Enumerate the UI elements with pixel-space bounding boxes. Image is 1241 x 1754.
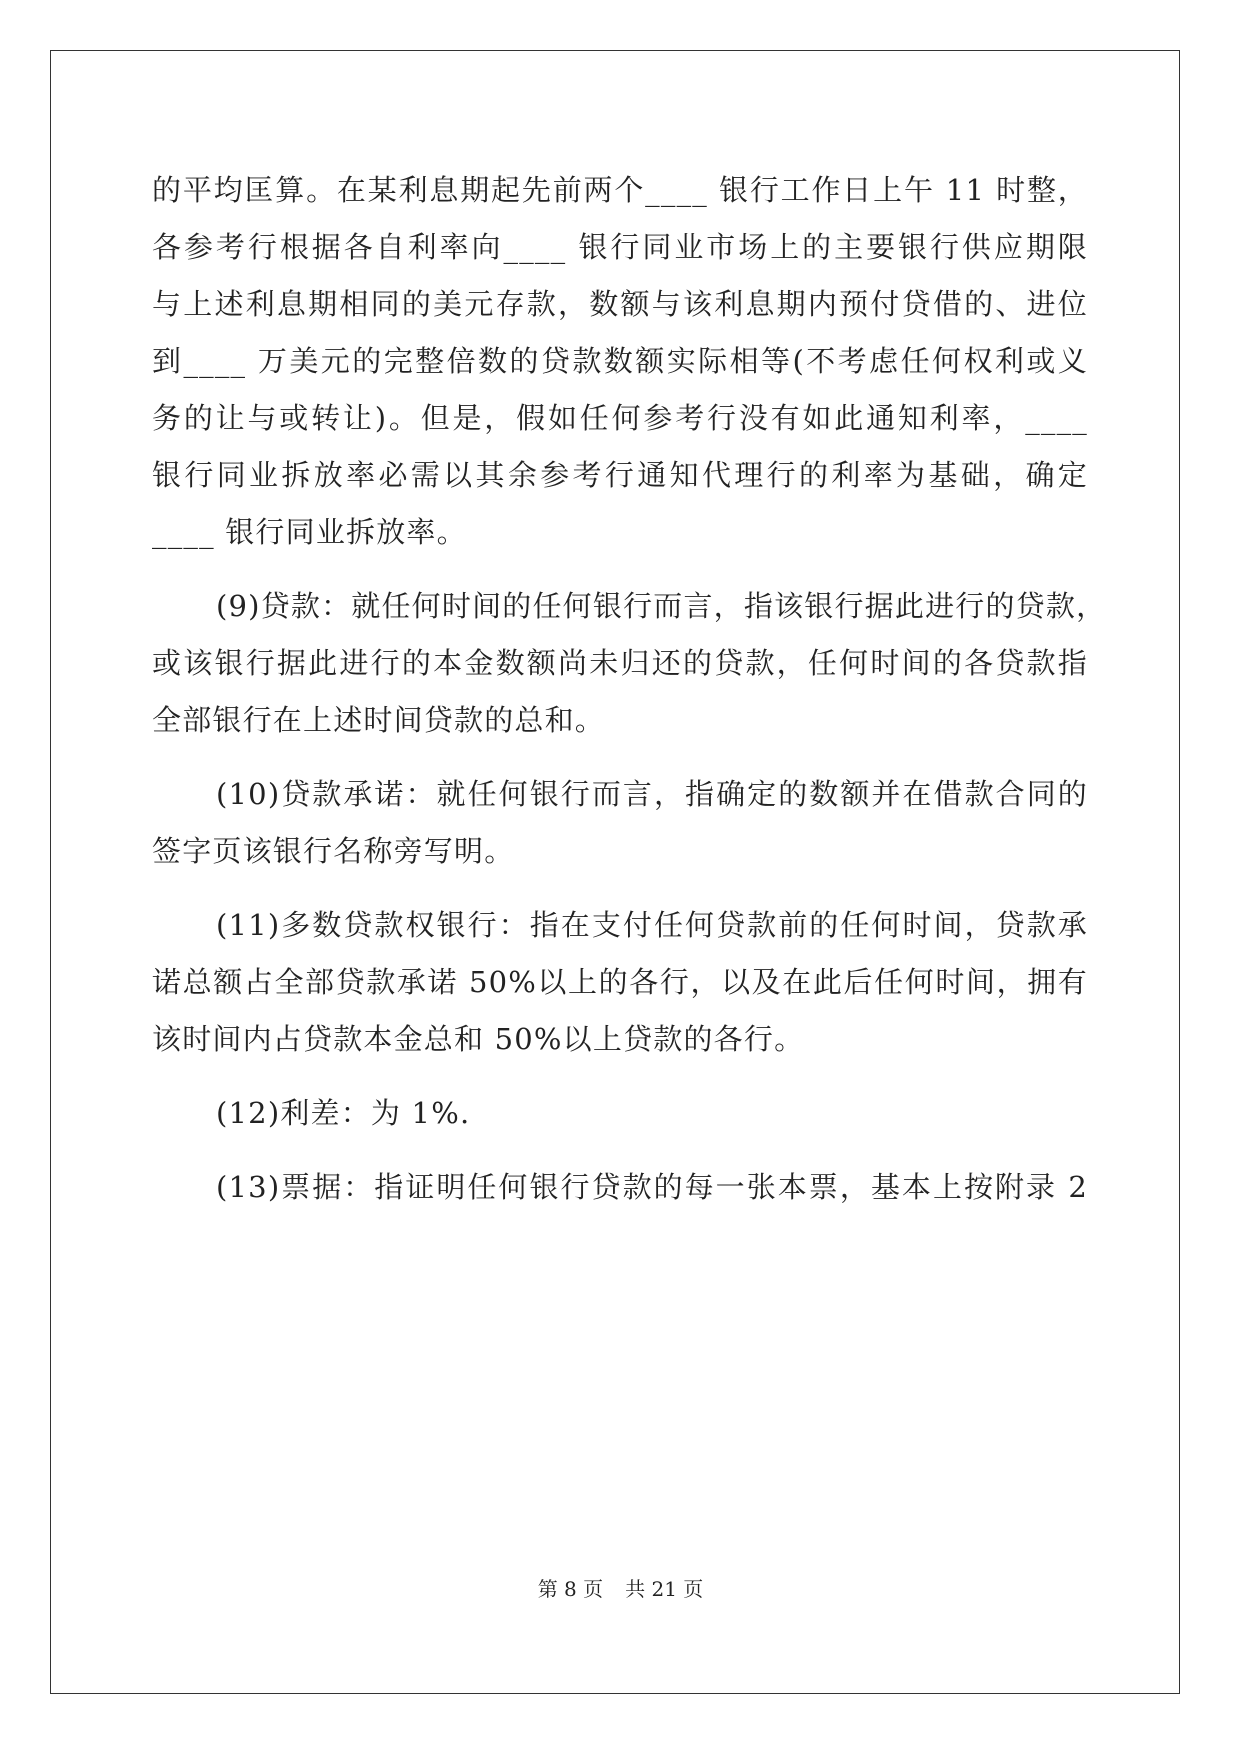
text-line: 诺总额占全部贷款承诺 50%以上的各行，以及在此后任何时间，拥有 <box>152 965 1088 999</box>
paragraph-start-line: (11)多数贷款权银行：指在支付任何贷款前的任何时间，贷款承 <box>216 908 1088 942</box>
page-total: 共 21 页 <box>625 1577 704 1601</box>
text-line: ____ 银行同业拆放率。 <box>152 515 467 549</box>
text-line: 务的让与或转让)。但是，假如任何参考行没有如此通知利率，____ <box>152 401 1088 435</box>
text-line: 银行同业拆放率必需以其余参考行通知代理行的利率为基础，确定 <box>152 458 1088 492</box>
text-line: 的平均匡算。在某利息期起先前两个____ 银行工作日上午 11 时整， <box>152 173 1088 207</box>
text-line: 或该银行据此进行的本金数额尚未归还的贷款，任何时间的各贷款指 <box>152 646 1088 680</box>
text-line: 签字页该银行名称旁写明。 <box>152 834 515 868</box>
text-line: 各参考行根据各自利率向____ 银行同业市场上的主要银行供应期限 <box>152 230 1088 264</box>
paragraph-start-line: (10)贷款承诺：就任何银行而言，指确定的数额并在借款合同的 <box>216 777 1088 811</box>
text-line: 全部银行在上述时间贷款的总和。 <box>152 703 606 737</box>
text-line: 到____ 万美元的完整倍数的贷款数额实际相等(不考虑任何权利或义 <box>152 344 1088 378</box>
paragraph-start-line: (13)票据：指证明任何银行贷款的每一张本票，基本上按附录 2 <box>216 1170 1088 1204</box>
paragraph-start-line: (9)贷款：就任何时间的任何银行而言，指该银行据此进行的贷款， <box>216 589 1107 623</box>
paragraph-start-line: (12)利差：为 1%. <box>216 1096 471 1130</box>
page-footer <box>0 1577 1241 1601</box>
text-line: 与上述利息期相同的美元存款，数额与该利息期内预付贷借的、进位 <box>152 287 1088 321</box>
page-number: 第 8 页 <box>537 1577 604 1601</box>
text-line: 该时间内占贷款本金总和 50%以上贷款的各行。 <box>152 1022 805 1056</box>
